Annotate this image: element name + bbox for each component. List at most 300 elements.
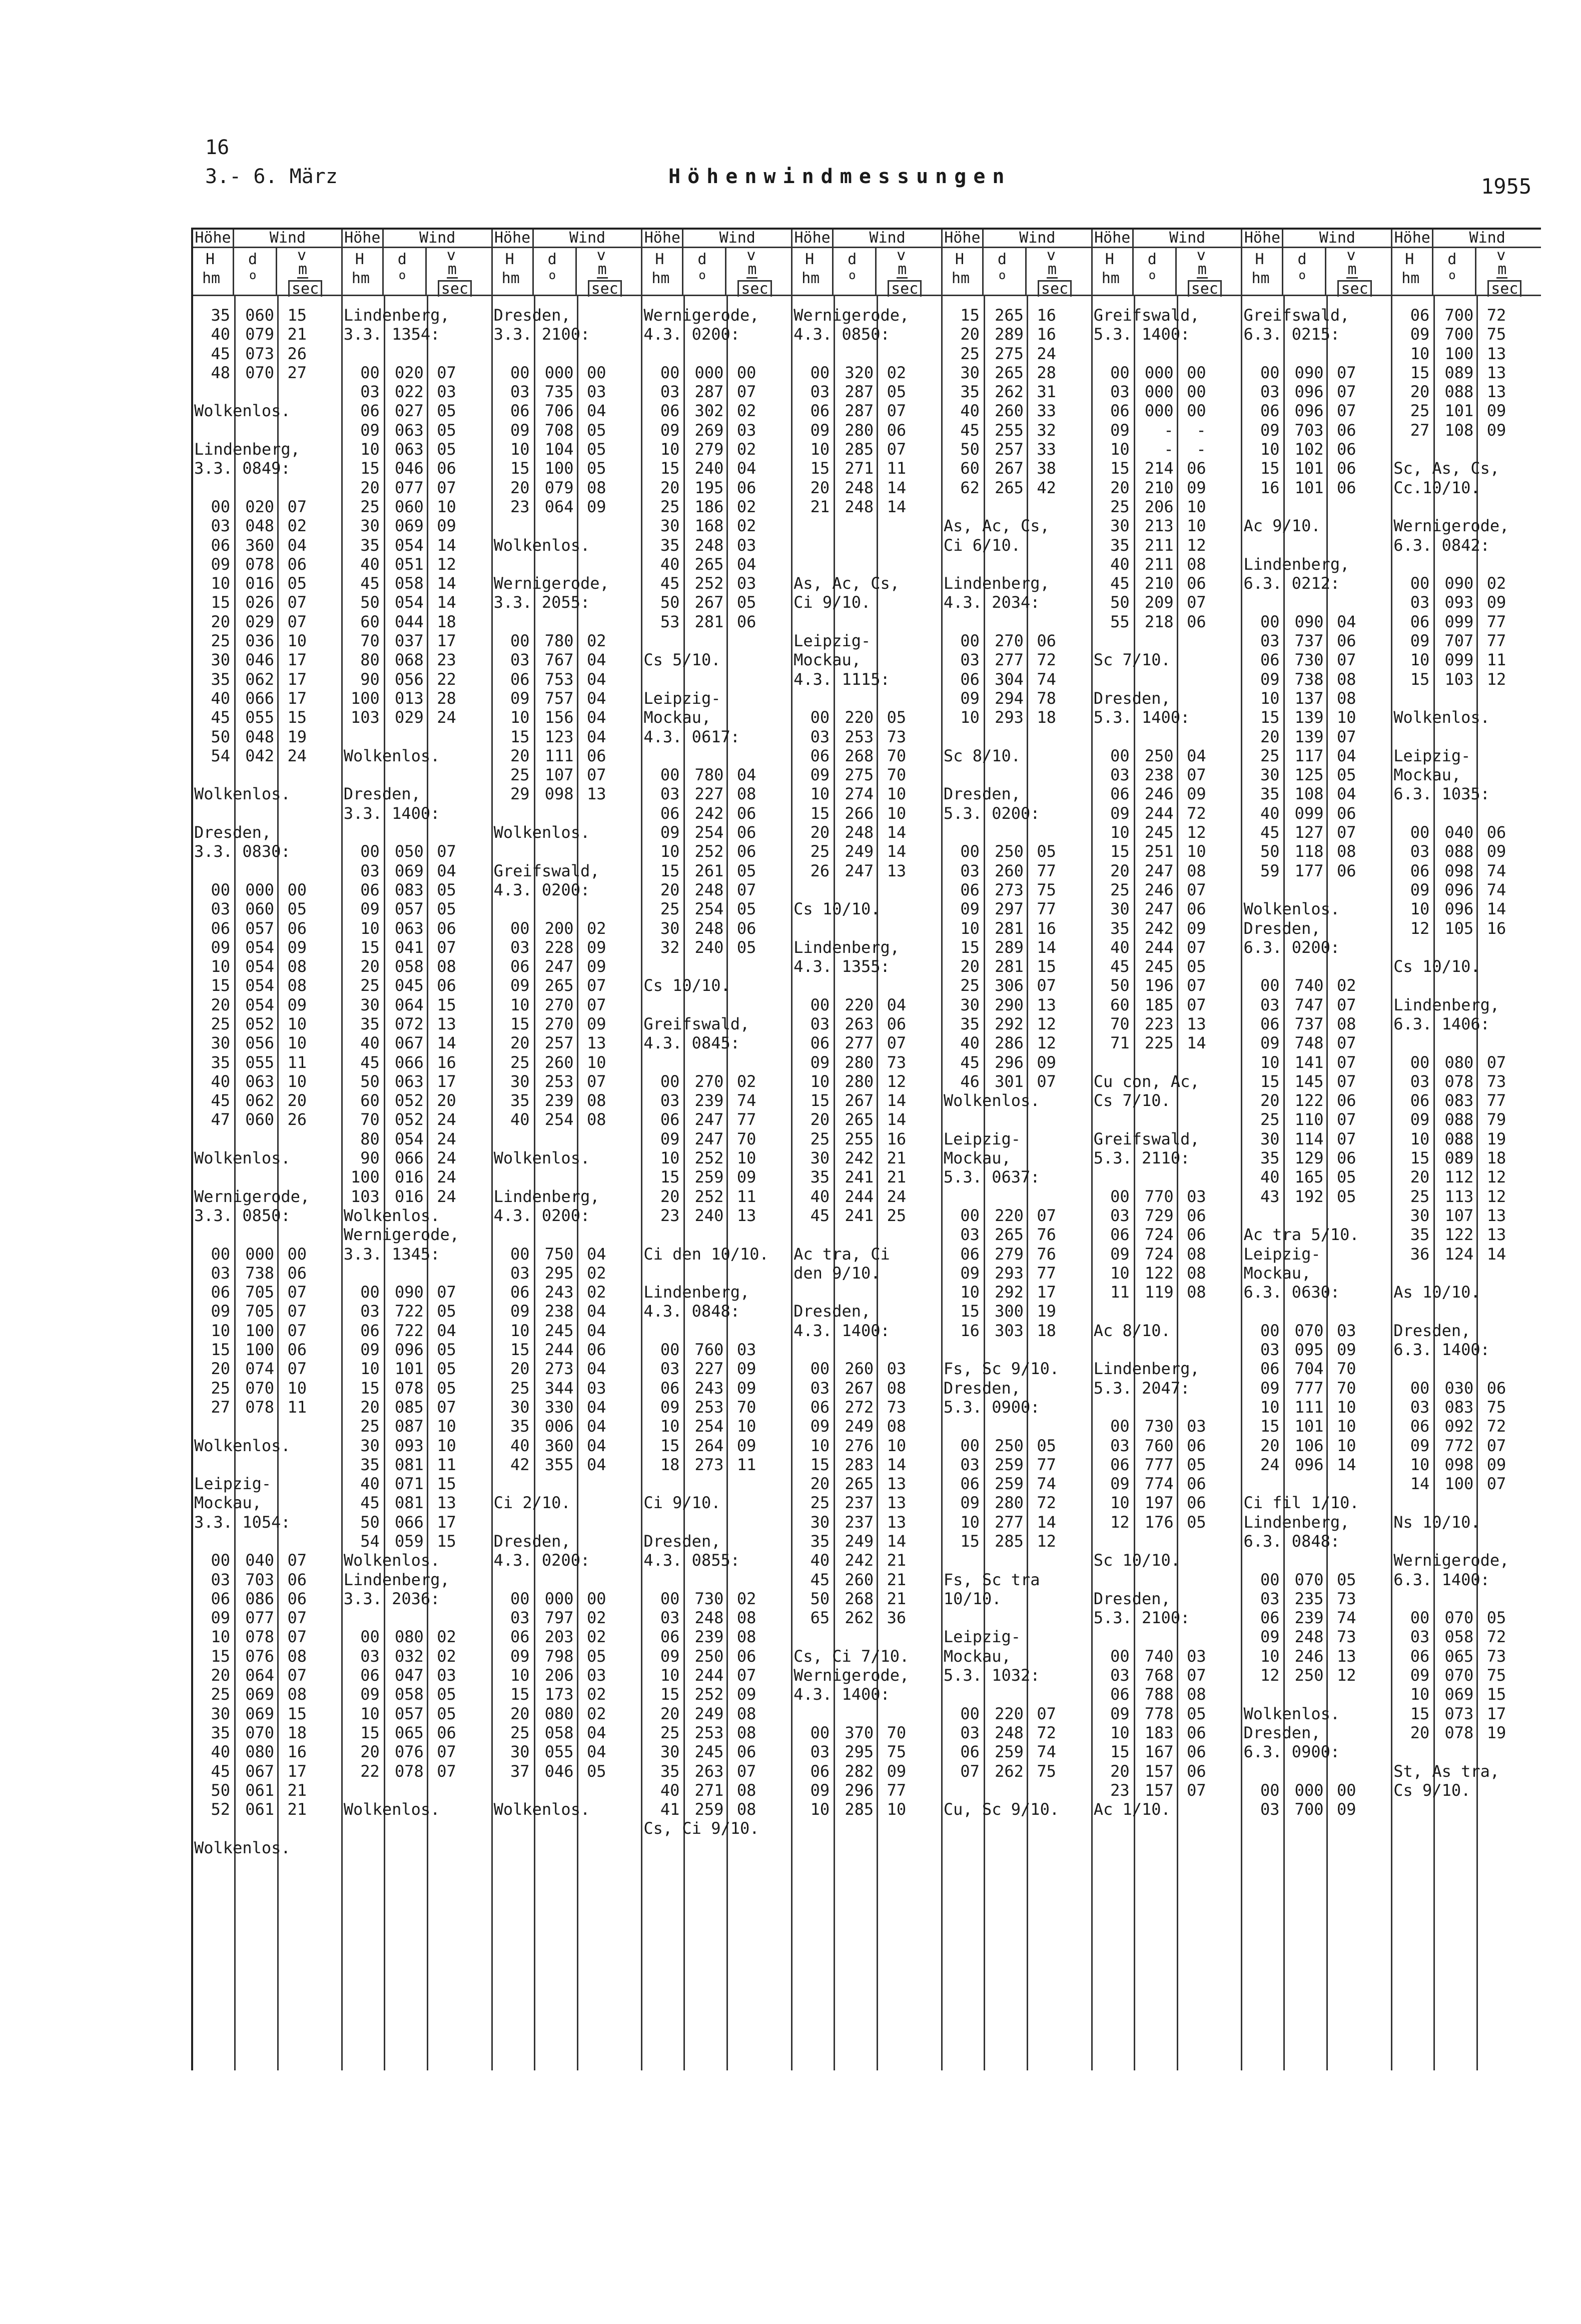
speed-value: 13 [1037, 995, 1056, 1014]
direction-value: 774 [1144, 1474, 1174, 1494]
height-value: 03 [960, 861, 980, 880]
direction-value: 753 [544, 669, 574, 689]
table-row [343, 1033, 491, 1052]
speed-value: 07 [287, 593, 307, 612]
table-row [1392, 1379, 1541, 1398]
height-value: 20 [1410, 382, 1430, 402]
speed-value: - [1196, 440, 1206, 459]
direction-value: 248 [694, 1608, 724, 1628]
table-row [642, 478, 791, 497]
direction-value: 738 [245, 1263, 274, 1283]
direction-value: 078 [394, 1378, 424, 1398]
height-value: 15 [211, 593, 230, 612]
direction-value: 054 [245, 937, 274, 957]
table-row [943, 1513, 1091, 1532]
table-row [1242, 765, 1391, 784]
table-row [193, 1647, 341, 1666]
direction-value: 058 [394, 574, 424, 593]
direction-value: 206 [544, 1666, 574, 1685]
height-value: 15 [510, 1014, 530, 1033]
speed-value: 02 [736, 440, 756, 459]
height-value: 06 [360, 1321, 380, 1340]
table-row [193, 1704, 341, 1723]
station-note: Greifswald, [1093, 1129, 1200, 1148]
column-header [343, 230, 491, 296]
table-row [1242, 1053, 1391, 1072]
table-row [943, 689, 1091, 708]
speed-value: 00 [587, 363, 606, 382]
column-body [193, 306, 341, 1857]
height-value: 09 [1410, 1110, 1430, 1129]
direction-value: 063 [245, 1071, 274, 1091]
table-row [1242, 1398, 1391, 1417]
station-note [1242, 1206, 1391, 1225]
height-value: 03 [960, 1723, 980, 1742]
direction-value: 095 [1294, 1340, 1324, 1360]
height-value: 20 [810, 823, 830, 842]
table-row [1093, 957, 1241, 976]
table-row [943, 1723, 1091, 1742]
direction-value: 239 [1294, 1608, 1324, 1628]
direction-value: 078 [245, 1627, 274, 1647]
station-note [493, 1474, 641, 1493]
table-row [1093, 746, 1241, 765]
speed-value: 08 [1187, 861, 1206, 880]
station-note [793, 516, 941, 535]
height-value: 00 [810, 995, 830, 1014]
table-row [1392, 344, 1541, 363]
m-label: m [898, 261, 907, 278]
height-value: 00 [1110, 1187, 1130, 1206]
height-value: 25 [360, 497, 380, 516]
direction-value: 245 [1144, 957, 1174, 976]
speed-value: 02 [1486, 574, 1506, 593]
direction-value: 797 [544, 1608, 574, 1628]
direction-value: 070 [245, 363, 274, 382]
speed-value: 05 [437, 440, 456, 459]
speed-value: 13 [587, 784, 606, 804]
table-row [642, 363, 791, 382]
speed-value: 77 [1486, 1091, 1506, 1110]
table-row [493, 746, 641, 765]
height-value: 45 [960, 420, 980, 440]
height-value: 15 [1410, 363, 1430, 382]
station-note: 4.3. 0200: [493, 1206, 590, 1225]
speed-value: 11 [736, 1455, 756, 1474]
speed-value: 09 [736, 1685, 756, 1704]
direction-value: 705 [245, 1283, 274, 1302]
station-note [1242, 536, 1391, 555]
speed-value: 08 [736, 1780, 756, 1800]
height-value: 45 [360, 1493, 380, 1513]
table-row [193, 1627, 341, 1646]
station-note: Lindenberg, [1243, 554, 1350, 574]
table-row [943, 708, 1091, 727]
direction-value: 080 [394, 1627, 424, 1647]
table-row [943, 1455, 1091, 1474]
table-row [493, 1053, 641, 1072]
direction-value: 289 [995, 325, 1024, 344]
station-note [1093, 670, 1241, 689]
speed-value: 21 [287, 1780, 307, 1800]
direction-value: 105 [1444, 918, 1474, 938]
speed-value: 05 [1336, 1570, 1356, 1589]
speed-value: 05 [587, 1646, 606, 1666]
height-value: 27 [1410, 420, 1430, 440]
speed-value: 74 [1037, 1742, 1056, 1762]
hoehe-header: Höhe [793, 230, 834, 247]
station-note: Cs 9/10. [1393, 1780, 1471, 1800]
height-value: 09 [810, 1417, 830, 1436]
table-row [343, 861, 491, 880]
table-row [793, 1493, 941, 1512]
direction-value: 274 [845, 784, 874, 804]
table-row [193, 1359, 341, 1378]
direction-value: 220 [995, 1704, 1024, 1723]
direction-value: 168 [694, 516, 724, 536]
height-value: 90 [360, 1148, 380, 1168]
direction-value: 061 [245, 1780, 274, 1800]
station-note: 4.3. 1400: [794, 1685, 890, 1704]
speed-value: 02 [437, 1646, 456, 1666]
speed-value: 72 [1486, 1627, 1506, 1647]
table-row [493, 1723, 641, 1742]
height-value: 40 [1260, 803, 1280, 823]
speed-value: 24 [887, 1187, 907, 1206]
speed-value: 04 [437, 861, 456, 880]
page-year: 1955 [1481, 174, 1532, 199]
speed-value: 03 [1187, 1646, 1206, 1666]
direction-value: 086 [245, 1589, 274, 1608]
station-note: Mockau, [943, 1148, 1011, 1168]
direction-value: 047 [394, 1666, 424, 1685]
hoehe-header: Höhe [943, 230, 984, 247]
height-value: 103 [350, 708, 380, 727]
height-value: 40 [211, 1742, 230, 1762]
speed-value: 12 [1187, 823, 1206, 842]
height-value: 20 [1410, 1723, 1430, 1742]
table-row [1392, 899, 1541, 918]
height-value: 09 [660, 420, 680, 440]
speed-value: 06 [1187, 1474, 1206, 1494]
station-note [1242, 593, 1391, 612]
height-value: 20 [1410, 1168, 1430, 1187]
table-row [343, 1474, 491, 1493]
station-note [793, 612, 941, 631]
height-value: 30 [1410, 1206, 1430, 1225]
direction-value: 270 [694, 1071, 724, 1091]
table-row [943, 938, 1091, 957]
direction-value: 253 [544, 1071, 574, 1091]
station-note: Cu con, Ac, [1093, 1071, 1200, 1091]
table-row [193, 880, 341, 899]
table-row [793, 440, 941, 459]
table-row [1242, 382, 1391, 401]
station-note [793, 919, 941, 938]
table-row [1093, 1436, 1241, 1455]
height-value: 10 [660, 1148, 680, 1168]
height-value: 30 [660, 1742, 680, 1762]
station-note [1392, 1359, 1541, 1378]
speed-value: 73 [1336, 1627, 1356, 1647]
station-note [642, 1321, 791, 1340]
table-row [642, 1647, 791, 1666]
height-value: 06 [660, 401, 680, 421]
table-row [642, 1168, 791, 1187]
height-value: 30 [1260, 765, 1280, 785]
speed-value: 04 [1336, 612, 1356, 631]
table-row [193, 1110, 341, 1129]
table-row [1093, 1264, 1241, 1283]
direction-value: 370 [845, 1723, 874, 1742]
table-row [343, 1398, 491, 1417]
speed-value: 14 [437, 574, 456, 593]
speed-value: 04 [1336, 784, 1356, 804]
speed-value: 18 [1037, 1321, 1056, 1340]
station-note [1392, 440, 1541, 459]
height-value: 20 [360, 1742, 380, 1762]
station-note: Leipzig- [643, 688, 721, 708]
hoehe-header: Höhe [343, 230, 384, 247]
height-value: 06 [510, 401, 530, 421]
table-row [493, 995, 641, 1014]
table-row [343, 1148, 491, 1168]
station-note: 4.3. 0855: [643, 1551, 740, 1570]
direction-value: 064 [544, 497, 574, 516]
speed-value: 24 [437, 1110, 456, 1129]
height-value: 30 [1110, 516, 1130, 536]
height-value: 06 [660, 803, 680, 823]
direction-value: 265 [995, 306, 1024, 325]
direction-value: 760 [694, 1340, 724, 1360]
table-row [1242, 1148, 1391, 1168]
speed-value: 05 [1187, 957, 1206, 976]
station-note [793, 976, 941, 995]
speed-value: 10 [887, 803, 907, 823]
height-value: 15 [660, 459, 680, 478]
speed-value: 04 [736, 554, 756, 574]
table-row [1093, 1723, 1241, 1742]
wind-header: Wind [569, 229, 606, 247]
speed-value: 09 [1486, 420, 1506, 440]
direction-value: 096 [1444, 899, 1474, 919]
height-value: 06 [660, 1110, 680, 1129]
table-row [343, 1666, 491, 1685]
direction-value: 114 [1294, 1129, 1324, 1148]
direction-value: 703 [245, 1570, 274, 1589]
speed-value: 13 [1486, 1225, 1506, 1245]
table-row [1093, 1742, 1241, 1761]
table-row [193, 899, 341, 918]
height-value: 20 [960, 325, 980, 344]
speed-value: 15 [287, 1704, 307, 1723]
height-value: 09 [1260, 1033, 1280, 1053]
speed-value: 07 [1187, 880, 1206, 899]
height-value: 15 [810, 459, 830, 478]
direction-value: 243 [544, 1283, 574, 1302]
direction-value: 209 [1144, 593, 1174, 612]
table-row [1242, 995, 1391, 1014]
height-value: 20 [1260, 727, 1280, 746]
station-note: Wernigerode, [794, 306, 910, 325]
height-value: 06 [1260, 650, 1280, 670]
direction-value: 246 [1144, 880, 1174, 899]
height-value: 55 [1110, 612, 1130, 631]
speed-value: 06 [1336, 803, 1356, 823]
station-note: 5.3. 2110: [1093, 1148, 1190, 1168]
speed-value: 18 [1486, 1148, 1506, 1168]
table-column [1241, 230, 1391, 2070]
direction-value: 099 [1294, 803, 1324, 823]
table-row [943, 1532, 1091, 1551]
wind-header: Wind [1019, 229, 1056, 247]
table-row [1392, 823, 1541, 842]
height-value: 30 [960, 363, 980, 382]
station-note [642, 344, 791, 363]
height-value: 25 [810, 1493, 830, 1513]
hoehe-header: Höhe [493, 230, 534, 247]
station-note [793, 1283, 941, 1302]
table-row [1242, 1781, 1391, 1800]
height-value: 40 [960, 401, 980, 421]
direction-value: 243 [694, 1378, 724, 1398]
speed-value: 00 [287, 880, 307, 899]
direction-value: 057 [245, 918, 274, 938]
direction-value: 270 [544, 1014, 574, 1033]
station-note: Lindenberg, [343, 306, 450, 325]
speed-value: 16 [1037, 918, 1056, 938]
direction-value: 227 [694, 1359, 724, 1379]
station-note [1093, 1053, 1241, 1072]
speed-value: 16 [887, 1129, 907, 1148]
station-note: Lindenberg, [194, 440, 300, 459]
direction-value: 280 [845, 420, 874, 440]
speed-value: 04 [736, 459, 756, 478]
table-row [943, 459, 1091, 478]
speed-value: 05 [437, 401, 456, 421]
speed-value: 08 [1336, 842, 1356, 861]
table-row [1093, 363, 1241, 382]
speed-value: 05 [1037, 1436, 1056, 1455]
table-row [493, 689, 641, 708]
speed-value: 06 [736, 612, 756, 631]
direction-value: 269 [694, 420, 724, 440]
height-value: 25 [510, 1052, 530, 1072]
direction-value: 080 [544, 1704, 574, 1723]
speed-value: 06 [736, 1742, 756, 1762]
height-value: 00 [1110, 363, 1130, 382]
height-value: 09 [960, 688, 980, 708]
speed-value: 33 [1037, 401, 1056, 421]
table-row [1242, 459, 1391, 478]
speed-value: 06 [1187, 899, 1206, 919]
height-value: 65 [810, 1608, 830, 1628]
height-value: 40 [211, 688, 230, 708]
direction-value: 772 [1444, 1436, 1474, 1455]
v-label: v [297, 247, 307, 264]
speed-value: 70 [887, 1723, 907, 1742]
height-value: 30 [510, 1742, 530, 1762]
height-value: 60 [360, 612, 380, 631]
station-note: Sc 7/10. [1093, 650, 1171, 670]
direction-value: 037 [394, 631, 424, 651]
table-row [1093, 1417, 1241, 1436]
direction-value: 272 [845, 1397, 874, 1417]
speed-value: 08 [437, 957, 456, 976]
height-value: 50 [1110, 976, 1130, 995]
table-row [493, 1455, 641, 1474]
height-value: 35 [360, 1455, 380, 1474]
height-value: 20 [1260, 1436, 1280, 1455]
page-number: 16 [205, 136, 230, 159]
speed-value: 17 [1486, 1704, 1506, 1723]
height-value: 10 [360, 1704, 380, 1723]
station-note: Cs 10/10. [643, 976, 730, 995]
station-note: Leipzig- [794, 631, 871, 651]
speed-value: 07 [1187, 1666, 1206, 1685]
table-row [1242, 1321, 1391, 1340]
speed-value: 07 [1187, 593, 1206, 612]
station-note: Greifswald, [1243, 306, 1350, 325]
station-note [1392, 1264, 1541, 1283]
station-note [793, 1340, 941, 1359]
table-row [343, 1091, 491, 1110]
height-value: 09 [1110, 803, 1130, 823]
direction-value: 292 [995, 1283, 1024, 1302]
height-value: 20 [510, 1359, 530, 1379]
height-value: 10 [360, 440, 380, 459]
height-value: 20 [510, 478, 530, 497]
speed-value: 26 [287, 344, 307, 363]
hoehe-header: Höhe [642, 230, 683, 247]
table-row [1392, 574, 1541, 593]
table-row [943, 670, 1091, 689]
m-label: m [1047, 261, 1057, 278]
table-row [193, 536, 341, 555]
speed-value: 02 [587, 1283, 606, 1302]
speed-value: 07 [587, 1071, 606, 1091]
height-value: 00 [810, 1359, 830, 1379]
direction-value: 235 [1294, 1589, 1324, 1608]
speed-value: 16 [437, 1052, 456, 1072]
station-note [1392, 727, 1541, 746]
height-value: 00 [1110, 746, 1130, 765]
direction-value: 139 [1294, 727, 1324, 746]
table-row [343, 516, 491, 535]
station-note [1392, 1742, 1541, 1761]
table-row [943, 842, 1091, 861]
height-value: 03 [810, 382, 830, 402]
height-value: 60 [960, 459, 980, 478]
table-row [193, 746, 341, 765]
station-note: Mockau, [643, 708, 711, 727]
height-value: 16 [960, 1321, 980, 1340]
station-note: Ac 1/10. [1093, 1800, 1171, 1819]
speed-value: 21 [887, 1589, 907, 1608]
table-row [1093, 555, 1241, 574]
direction-value: 106 [1294, 1436, 1324, 1455]
direction-value: 054 [245, 976, 274, 995]
speed-value: 33 [1037, 440, 1056, 459]
table-row [642, 516, 791, 535]
direction-value: 186 [694, 497, 724, 516]
height-value: 03 [360, 1302, 380, 1321]
height-value: 06 [810, 1033, 830, 1053]
table-row [1242, 1091, 1391, 1110]
speed-value: 06 [1187, 1723, 1206, 1742]
table-row [943, 401, 1091, 420]
height-value: 00 [1260, 976, 1280, 995]
